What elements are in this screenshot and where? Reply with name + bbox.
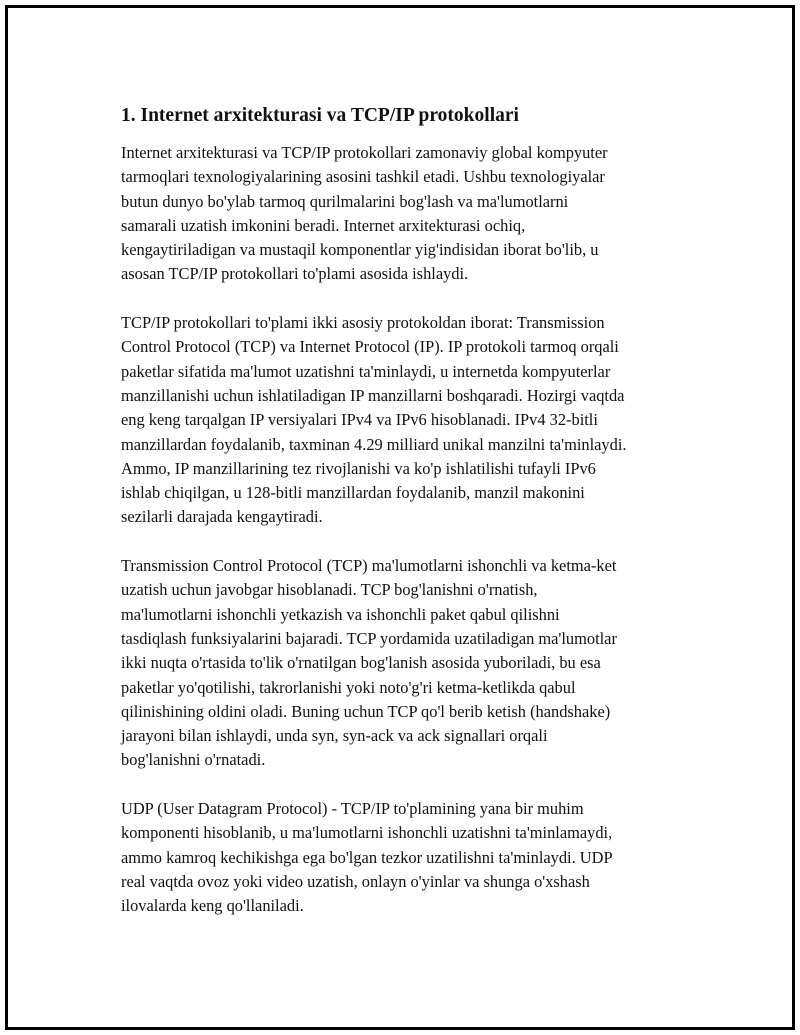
text-line: butun dunyo bo'ylab tarmoq qurilmalarini bog'lash va ma'lumotlarni <box>121 191 569 211</box>
text-line: paketlar yo'qotilishi, takrorlanishi yoki noto'g'ri ketma-ketlikda qabul <box>121 677 576 697</box>
document-body <box>121 103 721 943</box>
text-line: tasdiqlash funksiyalarini bajaradi. TCP yordamida uzatiladigan ma'lumotlar <box>121 628 617 648</box>
text-line: tarmoqlari texnologiyalarining asosini tashkil etadi. Ushbu texnologiyalar <box>121 167 605 187</box>
text-line: manzillardan foydalanib, taxminan 4.29 milliard unikal manzilni ta'minlaydi. <box>121 434 627 454</box>
text-line: uzatish uchun javobgar hisoblanadi. TCP bog'lanishni o'rnatish, <box>121 580 538 600</box>
text-line: sezilarli darajada kengaytiradi. <box>121 507 323 527</box>
text-line: kengaytiriladigan va mustaqil komponentlar yig'indisidan iborat bo'lib, u <box>121 240 599 260</box>
text-line: ma'lumotlarni ishonchli yetkazish va ishonchli paket qabul qilishni <box>121 604 560 624</box>
text-line: paketlar sifatida ma'lumot uzatishni ta'minlaydi, u internetda kompyuterlar <box>121 361 611 381</box>
document-title: 1. Internet arxitekturasi va TCP/IP protokollari <box>121 105 519 126</box>
text-line: Internet arxitekturasi va TCP/IP protokollari zamonaviy global kompyuter <box>121 143 608 162</box>
text-line: UDP (User Datagram Protocol) - TCP/IP to'plamining yana bir muhim <box>121 799 584 819</box>
text-line: TCP/IP protokollari to'plami ikki asosiy protokoldan iborat: Transmission <box>121 313 605 333</box>
text-line: ishlab chiqilgan, u 128-bitli manzillardan foydalanib, manzil makonini <box>121 483 585 503</box>
text-line: asosan TCP/IP protokollari to'plami asosida ishlaydi. <box>121 264 469 284</box>
text-line: bog'lanishni o'rnatadi. <box>121 750 266 770</box>
paragraph-list <box>121 141 721 919</box>
text-line: manzillanishi uchun ishlatiladigan IP manzillarni boshqaradi. Hozirgi vaqtda <box>121 385 625 405</box>
paragraph <box>121 554 721 773</box>
text-line: Control Protocol (TCP) va Internet Protocol (IP). IP protokoli tarmoq orqali <box>121 337 619 357</box>
paragraph <box>121 141 721 287</box>
text-line: ilovalarda keng qo'llaniladi. <box>121 896 304 916</box>
text-line: jarayoni bilan ishlaydi, unda syn, syn-ack va ack signallari orqali <box>121 726 548 746</box>
text-line: Ammo, IP manzillarining tez rivojlanishi va ko'p ishlatilishi tufayli IPv6 <box>121 458 596 478</box>
paragraph <box>121 797 721 918</box>
text-line: qilinishining oldini oladi. Buning uchun TCP qo'l berib ketish (handshake) <box>121 701 611 721</box>
text-line: ammo kamroq kechikishga ega bo'lgan tezkor uzatilishni ta'minlaydi. UDP <box>121 847 613 867</box>
text-line: ikki nuqta o'rtasida to'lik o'rnatilgan bog'lanish asosida yuboriladi, bu esa <box>121 653 601 673</box>
text-line: eng keng tarqalgan IP versiyalari IPv4 va IPv6 hisoblanadi. IPv4 32-bitli <box>121 410 598 430</box>
text-line: samarali uzatish imkonini beradi. Internet arxitekturasi ochiq, <box>121 215 526 235</box>
page-frame <box>5 5 795 1030</box>
text-line: Transmission Control Protocol (TCP) ma'lumotlarni ishonchli va ketma-ket <box>121 556 617 576</box>
text-line: komponenti hisoblanib, u ma'lumotlarni ishonchli uzatishni ta'minlamaydi, <box>121 823 613 843</box>
paragraph <box>121 311 721 530</box>
text-line: real vaqtda ovoz yoki video uzatish, onlayn o'yinlar va shunga o'xshash <box>121 871 590 891</box>
